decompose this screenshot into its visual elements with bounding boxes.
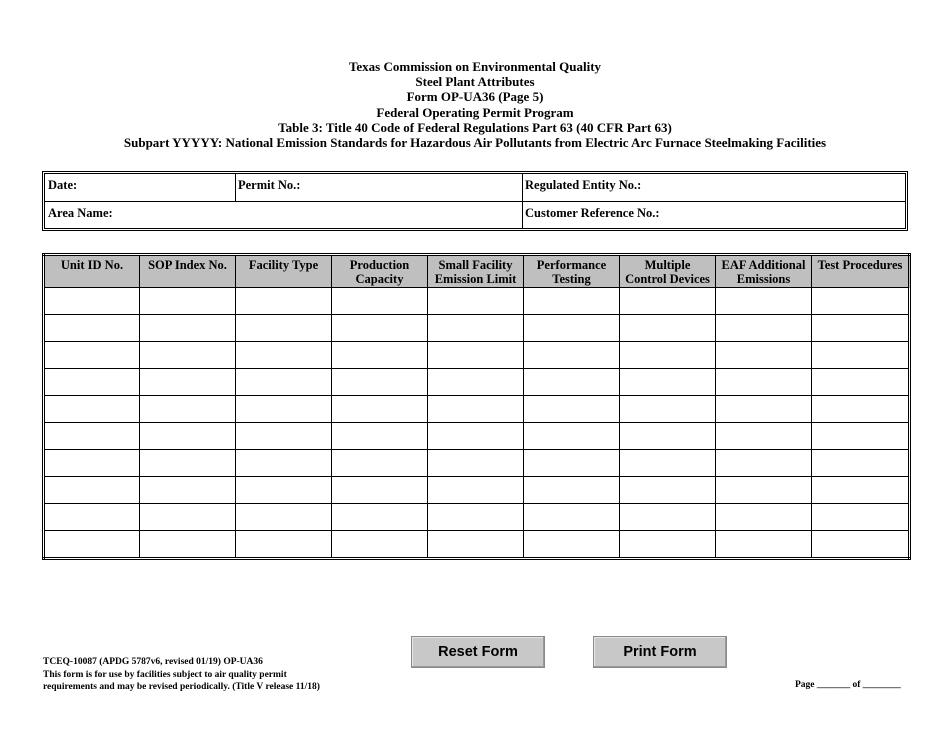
column-header [716,255,812,288]
table-cell [716,342,812,369]
table-cell-input[interactable] [236,477,331,503]
table-header-row [44,255,910,288]
table-cell [332,396,428,423]
table-cell [332,369,428,396]
table-row [44,315,910,342]
table-row [44,477,910,504]
table-cell-input[interactable] [140,423,235,449]
table-cell-input[interactable] [140,369,235,395]
table-cell [428,288,524,315]
table-cell [332,315,428,342]
area-name-label: Area Name: [48,206,113,220]
table-cell-input[interactable] [45,504,139,530]
column-header-line: EAF Additional [721,258,806,272]
table-title: Table 3: Title 40 Code of Federal Regulations Part 63 (40 CFR Part 63) [278,119,672,135]
table-cell [140,504,236,531]
subpart-title: Subpart YYYYY: National Emission Standards for Hazardous Air Pollutants from Electric Arc Furnace Steelmaking Facilities [123,135,827,151]
table-cell-input[interactable] [45,342,139,368]
table-cell [428,504,524,531]
table-cell-input[interactable] [45,315,139,341]
table-cell-input[interactable] [332,423,427,449]
table-cell [140,531,236,559]
table-cell [140,369,236,396]
table-cell-input[interactable] [716,450,811,476]
table-cell [428,477,524,504]
table-cell [620,342,716,369]
table-cell-input[interactable] [620,531,715,557]
table-cell-input[interactable] [812,288,908,314]
table-cell-input[interactable] [140,342,235,368]
table-cell [716,396,812,423]
table-cell [236,288,332,315]
column-header-line: Control Devices [625,272,710,286]
table-cell-input[interactable] [716,531,811,557]
permit-number-field[interactable] [235,174,522,201]
table-cell-input[interactable] [524,504,619,530]
reset-form-button[interactable]: Reset Form [411,636,545,668]
table-cell-input[interactable] [620,423,715,449]
column-header [236,255,332,288]
table-cell [620,315,716,342]
column-header-line: Small Facility [438,258,513,272]
column-header-line: Multiple [644,258,691,272]
column-header-line: Performance [536,258,607,272]
table-row [44,369,910,396]
table-cell-input[interactable] [332,450,427,476]
table-cell-input[interactable] [236,423,331,449]
table-cell-input[interactable] [140,450,235,476]
table-cell [140,342,236,369]
table-cell [716,504,812,531]
table-cell-input[interactable] [428,423,523,449]
table-cell [716,477,812,504]
attributes-table [42,253,911,560]
table-cell [620,288,716,315]
table-cell-input[interactable] [332,396,427,422]
column-header-line: Emission Limit [434,272,517,286]
table-cell [812,531,910,559]
table-cell-input[interactable] [428,369,523,395]
regulated-entity-label: Regulated Entity No.: [525,178,642,192]
permit-number-label: Permit No.: [238,178,301,192]
column-header [524,255,620,288]
table-cell [716,315,812,342]
table-cell [524,288,620,315]
table-cell [716,531,812,559]
table-cell-input[interactable] [620,315,715,341]
table-cell-input[interactable] [620,396,715,422]
table-cell-input[interactable] [620,477,715,503]
table-cell-input[interactable] [236,315,331,341]
table-cell-input[interactable] [236,396,331,422]
table-cell [428,315,524,342]
column-header-line: SOP Index No. [148,258,227,272]
table-cell [140,477,236,504]
table-row [44,342,910,369]
table-cell [620,369,716,396]
column-header-line: Production [349,258,410,272]
table-cell [524,504,620,531]
table-cell [716,423,812,450]
table-cell [524,396,620,423]
table-cell [812,396,910,423]
table-cell-input[interactable] [524,315,619,341]
form-header [0,59,950,150]
table-cell [236,477,332,504]
table-cell-input[interactable] [620,504,715,530]
table-cell [524,423,620,450]
date-label: Date: [48,178,78,192]
table-cell [44,315,140,342]
table-cell-input[interactable] [716,423,811,449]
column-header-line: Emissions [736,272,791,286]
table-cell-input[interactable] [45,450,139,476]
table-cell [620,531,716,559]
table-cell [524,342,620,369]
table-cell [140,288,236,315]
table-cell [524,531,620,559]
table-cell-input[interactable] [332,477,427,503]
table-cell [812,288,910,315]
table-cell-input[interactable] [140,477,235,503]
table-row [44,396,910,423]
table-cell-input[interactable] [332,504,427,530]
table-row [44,288,910,315]
table-cell [812,423,910,450]
table-cell [620,504,716,531]
table-cell [332,288,428,315]
table-row [44,504,910,531]
table-body [44,288,910,559]
table-row [44,531,910,559]
table-cell-input[interactable] [812,369,908,395]
table-cell-input[interactable] [524,396,619,422]
table-cell [44,531,140,559]
table-cell [236,423,332,450]
form-number: Form OP-UA36 (Page 5) [406,89,544,105]
customer-reference-label: Customer Reference No.: [525,206,660,220]
table-cell [236,315,332,342]
column-header [140,255,236,288]
table-cell [236,504,332,531]
table-cell-input[interactable] [140,315,235,341]
form-revision-line: requirements and may be revised periodically. (Title V release 11/18) [43,682,320,692]
table-cell-input[interactable] [524,369,619,395]
table-cell-input[interactable] [620,288,715,314]
table-cell-input[interactable] [812,504,908,530]
table-cell-input[interactable] [428,288,523,314]
table-cell-input[interactable] [812,477,908,503]
table-cell [428,396,524,423]
table-cell [812,342,910,369]
table-cell-input[interactable] [716,477,811,503]
table-cell [332,342,428,369]
table-cell-input[interactable] [45,531,139,557]
column-header [332,255,428,288]
column-header-line: Test Procedures [817,258,903,272]
table-cell-input[interactable] [620,369,715,395]
table-cell-input[interactable] [140,504,235,530]
table-cell [140,315,236,342]
program-name: Federal Operating Permit Program [376,104,574,120]
table-cell [44,342,140,369]
table-cell-input[interactable] [236,288,331,314]
table-cell [236,396,332,423]
date-field[interactable] [45,174,235,201]
page-number: Page _______ of ________ [795,680,901,690]
column-header-line: Unit ID No. [60,258,124,272]
table-cell-input[interactable] [428,477,523,503]
table-cell [716,369,812,396]
form-footer [43,656,320,694]
table-cell [428,423,524,450]
table-cell-input[interactable] [524,423,619,449]
table-cell [524,315,620,342]
column-header [44,255,140,288]
table-cell [140,423,236,450]
table-cell [620,477,716,504]
table-cell-input[interactable] [716,315,811,341]
table-cell [524,369,620,396]
column-header-line: Testing [552,272,591,286]
table-cell [716,288,812,315]
form-id-line: TCEQ-10087 (APDG 5787v6, revised 01/19) OP-UA36 [43,657,263,667]
table-cell-input[interactable] [332,342,427,368]
column-header [812,255,910,288]
table-cell-input[interactable] [45,396,139,422]
table-cell [620,396,716,423]
table-cell [332,423,428,450]
table-cell-input[interactable] [812,396,908,422]
regulated-entity-field[interactable] [522,174,905,201]
table-cell-input[interactable] [236,342,331,368]
table-cell-input[interactable] [428,504,523,530]
table-cell [332,531,428,559]
table-cell [428,342,524,369]
customer-reference-field[interactable] [522,202,905,228]
table-cell [44,477,140,504]
table-cell [428,531,524,559]
table-cell-input[interactable] [620,450,715,476]
table-cell [812,315,910,342]
table-cell-input[interactable] [524,288,619,314]
table-cell [620,450,716,477]
table-cell-input[interactable] [716,396,811,422]
table-cell-input[interactable] [428,315,523,341]
table-cell [620,423,716,450]
table-cell-input[interactable] [524,477,619,503]
table-cell-input[interactable] [332,369,427,395]
table-cell-input[interactable] [332,531,427,557]
table-cell [332,504,428,531]
table-cell-input[interactable] [428,342,523,368]
area-name-field[interactable] [45,202,522,228]
table-cell-input[interactable] [428,531,523,557]
table-row [44,450,910,477]
table-cell [140,450,236,477]
table-cell [44,369,140,396]
table-cell [236,369,332,396]
table-cell-input[interactable] [716,288,811,314]
table-cell-input[interactable] [716,504,811,530]
table-cell [332,477,428,504]
table-cell-input[interactable] [428,450,523,476]
table-cell [44,288,140,315]
agency-title: Texas Commission on Environmental Quality [348,59,602,74]
table-cell [236,342,332,369]
column-header-line: Facility Type [248,258,319,272]
table-cell-input[interactable] [524,450,619,476]
table-cell [716,450,812,477]
table-cell-input[interactable] [45,423,139,449]
table-cell-input[interactable] [812,450,908,476]
column-header [428,255,524,288]
column-header [620,255,716,288]
table-cell-input[interactable] [716,369,811,395]
table-cell [236,450,332,477]
column-header-line: Capacity [355,272,404,286]
table-cell [44,450,140,477]
table-cell-input[interactable] [45,288,139,314]
table-cell-input[interactable] [45,477,139,503]
form-subject: Steel Plant Attributes [415,74,535,90]
table-cell [524,477,620,504]
table-cell-input[interactable] [140,288,235,314]
table-cell-input[interactable] [236,369,331,395]
form-usage-line: This form is for use by facilities subject to air quality permit [43,669,287,680]
table-cell-input[interactable] [524,342,619,368]
table-cell-input[interactable] [524,531,619,557]
table-cell-input[interactable] [812,423,908,449]
table-cell [812,477,910,504]
table-row [44,423,910,450]
table-cell [812,450,910,477]
table-cell [44,396,140,423]
table-cell-input[interactable] [140,531,235,557]
print-form-button[interactable]: Print Form [593,636,727,668]
table-cell [140,396,236,423]
table-cell-input[interactable] [236,531,331,557]
table-cell-input[interactable] [812,315,908,341]
table-cell-input[interactable] [236,450,331,476]
table-cell-input[interactable] [812,342,908,368]
table-cell-input[interactable] [140,396,235,422]
table-cell-input[interactable] [236,504,331,530]
table-cell [428,369,524,396]
table-cell-input[interactable] [332,288,427,314]
table-cell [524,450,620,477]
table-cell [44,504,140,531]
table-cell [332,450,428,477]
table-cell-input[interactable] [620,342,715,368]
table-cell [44,423,140,450]
table-cell [812,504,910,531]
table-cell-input[interactable] [428,396,523,422]
info-box [42,171,908,231]
table-cell-input[interactable] [716,342,811,368]
table-cell [236,531,332,559]
table-cell-input[interactable] [332,315,427,341]
table-cell [428,450,524,477]
table-cell [812,369,910,396]
table-cell-input[interactable] [812,531,908,557]
table-cell-input[interactable] [45,369,139,395]
